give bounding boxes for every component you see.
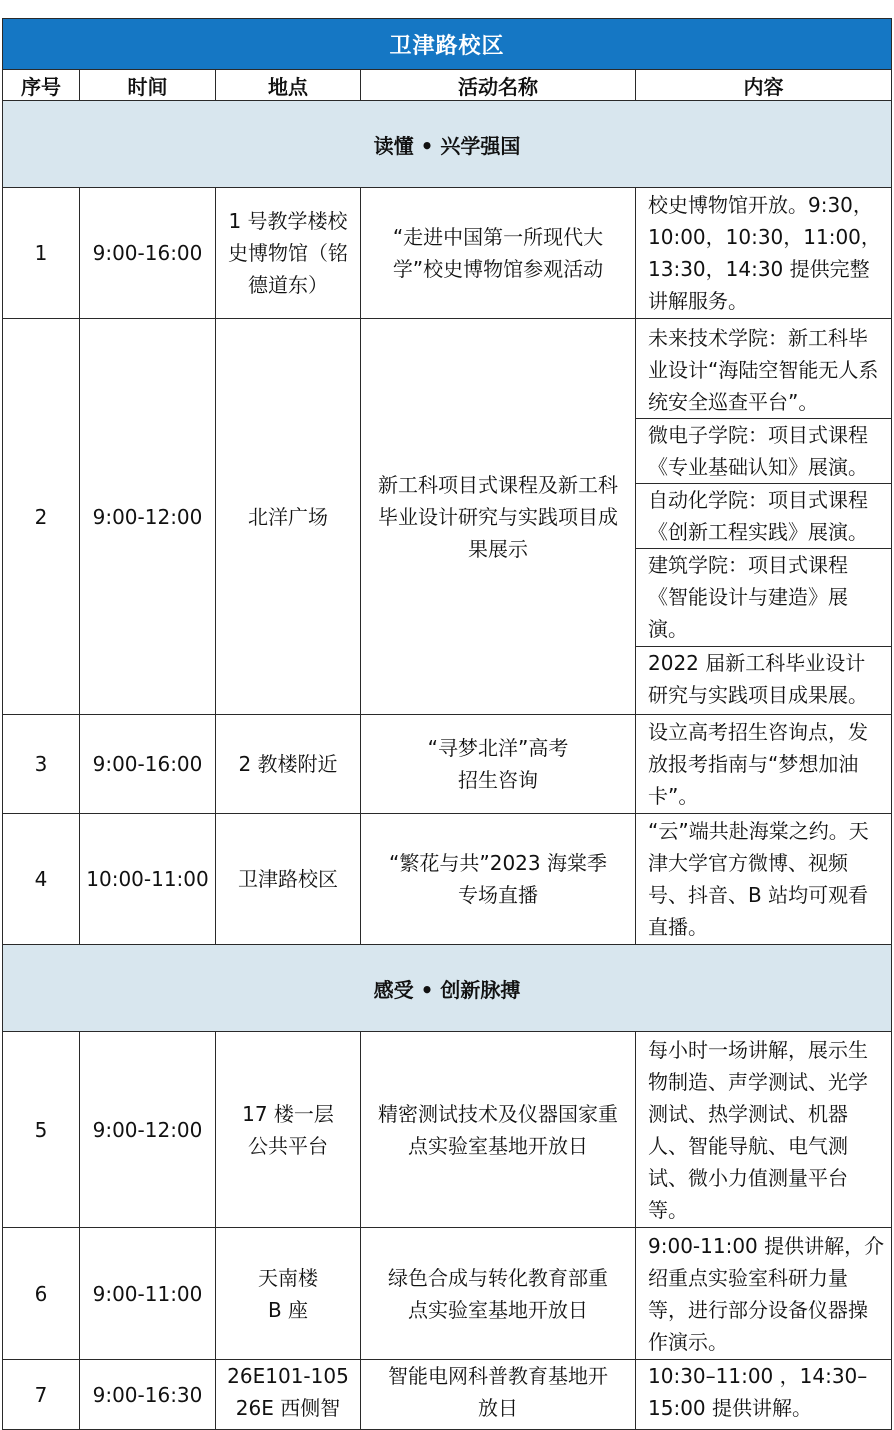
row-content: 校史博物馆开放。9:30，10:00，10:30，11:00，13:30，14:30 提供完整讲解服务。 [636, 188, 892, 319]
row-content-list [636, 319, 892, 715]
row-content: 9:00-11:00 提供讲解，介绍重点实验室科研力量等，进行部分设备仪器操作演示。 [636, 1228, 892, 1360]
row-time: 9:00-16:30 [80, 1360, 216, 1430]
row-activity: 精密测试技术及仪器国家重点实验室基地开放日 [361, 1032, 636, 1228]
row-content: 每小时一场讲解，展示生物制造、声学测试、光学测试、热学测试、机器人、智能导航、电气测试、微小力值测量平台等。 [636, 1032, 892, 1228]
table-row [3, 814, 892, 945]
content-item: 自动化学院：项目式课程《创新工程实践》展演。 [636, 484, 891, 549]
row-no: 4 [3, 814, 80, 945]
table-row [3, 1032, 892, 1228]
row-time: 9:00-16:00 [80, 715, 216, 814]
table-row [3, 715, 892, 814]
row-activity: “寻梦北洋”高考招生咨询 [361, 715, 636, 814]
row-time: 9:00-11:00 [80, 1228, 216, 1360]
row-place: 2 教楼附近 [216, 715, 361, 814]
row-activity: 智能电网科普教育基地开放日 [361, 1360, 636, 1430]
row-activity: “繁花与共”2023 海棠季专场直播 [361, 814, 636, 945]
row-no: 3 [3, 715, 80, 814]
row-no: 6 [3, 1228, 80, 1360]
content-item: 微电子学院：项目式课程《专业基础认知》展演。 [636, 419, 891, 484]
content-item: 建筑学院：项目式课程《智能设计与建造》展演。 [636, 549, 891, 647]
header-time: 时间 [80, 70, 216, 101]
table-row [3, 319, 892, 715]
row-no: 7 [3, 1360, 80, 1430]
row-activity: 绿色合成与转化教育部重点实验室基地开放日 [361, 1228, 636, 1360]
row-place: 1 号教学楼校史博物馆（铭德道东） [216, 188, 361, 319]
row-time: 10:00-11:00 [80, 814, 216, 945]
content-item: 2022 届新工科毕业设计研究与实践项目成果展。 [648, 650, 868, 707]
row-place: 北洋广场 [216, 319, 361, 715]
header-no: 序号 [3, 70, 80, 101]
row-place: 17 楼一层公共平台 [216, 1032, 361, 1228]
table-row [3, 1228, 892, 1360]
row-no: 1 [3, 188, 80, 319]
header-content: 内容 [636, 70, 892, 101]
section-header: 读懂 • 兴学强国 [3, 101, 892, 188]
row-content: 10:30–11:00 ，14:30–15:00 提供讲解。 [636, 1360, 892, 1430]
section-header: 感受 • 创新脉搏 [3, 945, 892, 1032]
header-place: 地点 [216, 70, 361, 101]
row-place: 天南楼 B 座 [216, 1228, 361, 1360]
row-content: 设立高考招生咨询点，发放报考指南与“梦想加油卡”。 [636, 715, 892, 814]
row-activity: “走进中国第一所现代大学”校史博物馆参观活动 [361, 188, 636, 319]
row-time: 9:00-12:00 [80, 319, 216, 715]
row-place: 卫津路校区 [216, 814, 361, 945]
row-content: “云”端共赴海棠之约。天津大学官方微博、视频号、抖音、B 站均可观看直播。 [636, 814, 892, 945]
row-place: 26E101-105 26E 西侧智 [216, 1360, 361, 1430]
row-no: 2 [3, 319, 80, 715]
row-no: 5 [3, 1032, 80, 1228]
table-row [3, 1360, 892, 1430]
content-item: 未来技术学院：新工科毕业设计“海陆空智能无人系统安全巡查平台”。 [636, 322, 891, 419]
row-activity: 新工科项目式课程及新工科毕业设计研究与实践项目成果展示 [361, 319, 636, 715]
row-time: 9:00-12:00 [80, 1032, 216, 1228]
schedule-table [2, 18, 892, 1430]
table-title: 卫津路校区 [3, 19, 892, 70]
row-time: 9:00-16:00 [80, 188, 216, 319]
table-row [3, 188, 892, 319]
header-activity: 活动名称 [361, 70, 636, 101]
